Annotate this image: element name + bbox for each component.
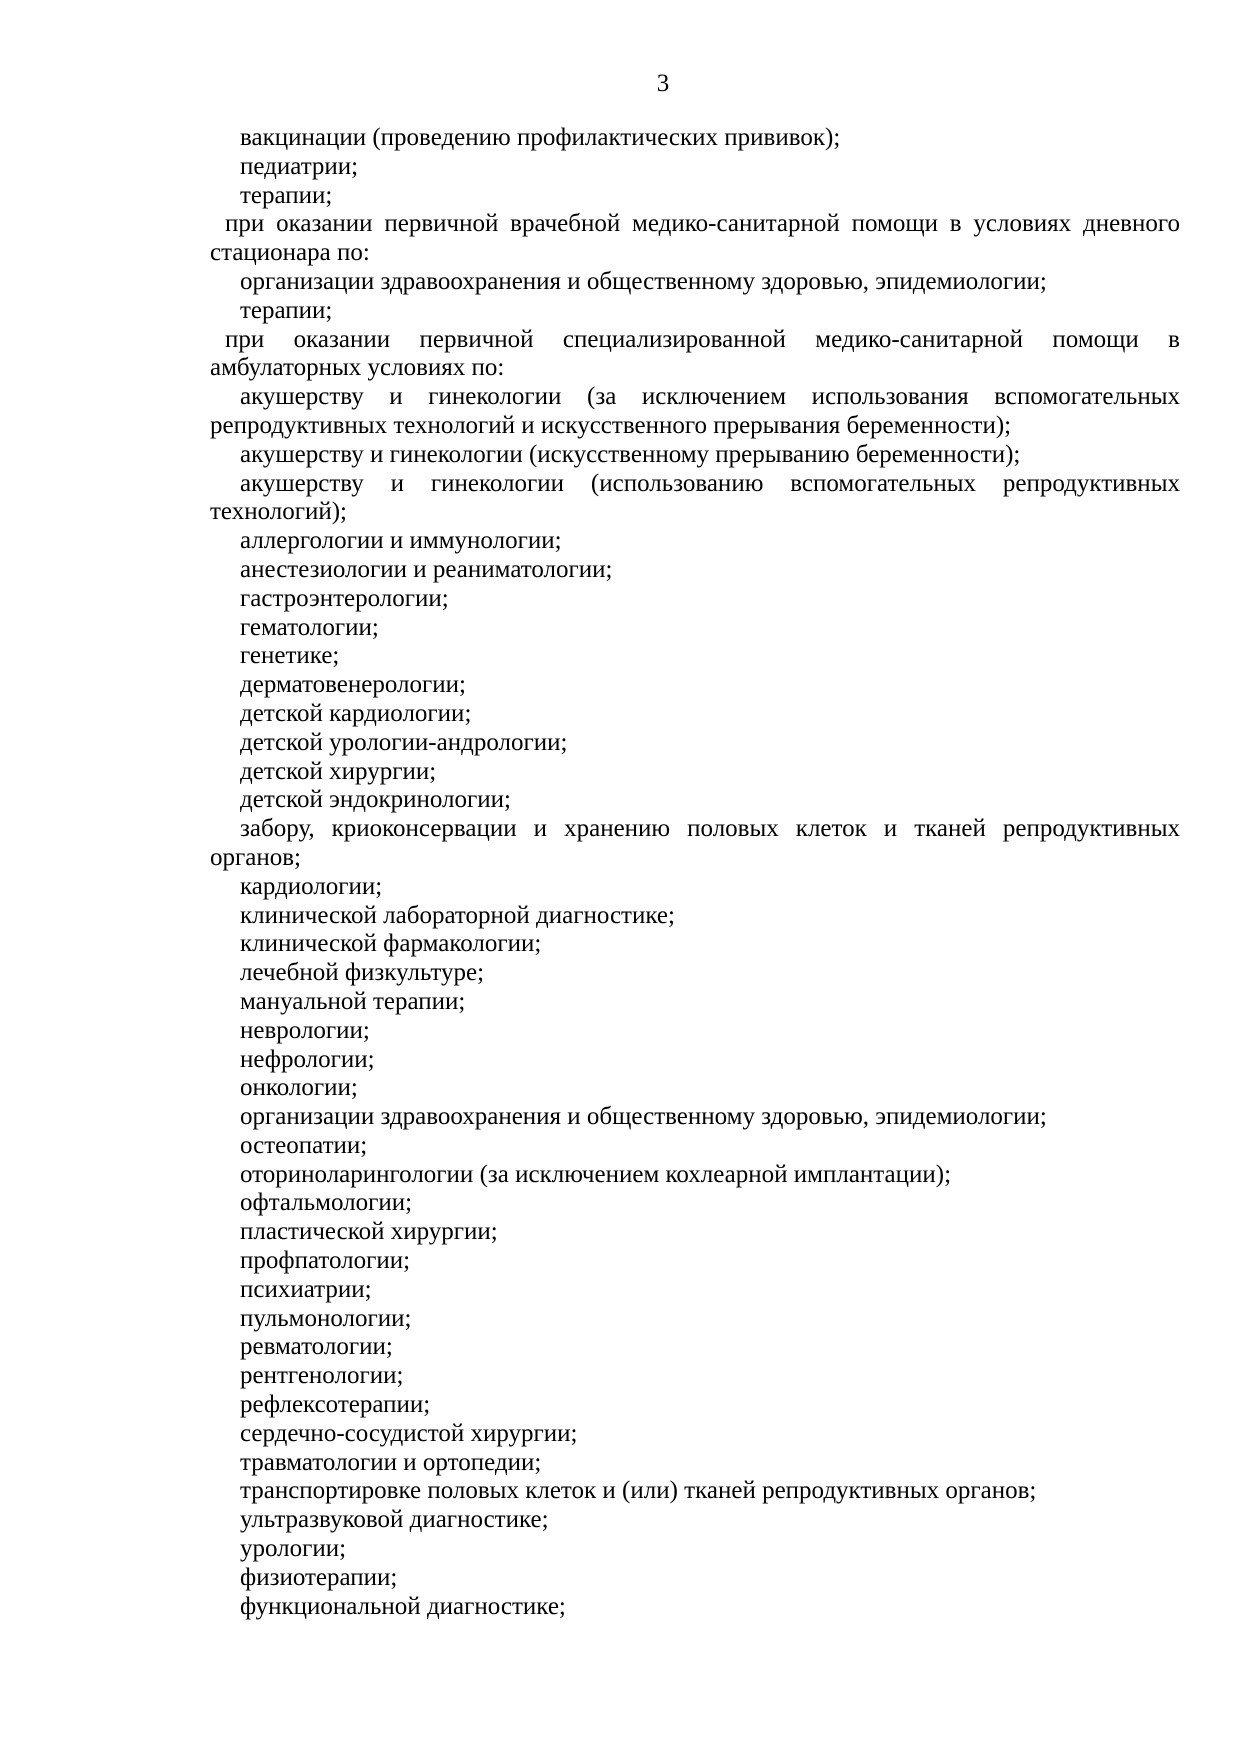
- text-line: генетике;: [240, 642, 340, 670]
- text-line: акушерству и гинекологии (за исключением использования вспомогательных: [240, 383, 1180, 411]
- text-line: акушерству и гинекологии (искусственному прерыванию беременности);: [240, 440, 1021, 468]
- text-line: амбулаторных условиях по:: [210, 354, 505, 382]
- text-line: транспортировке половых клеток и (или) тканей репродуктивных органов;: [240, 1477, 1037, 1505]
- text-line: дерматовенерологии;: [240, 671, 466, 699]
- text-line: мануальной терапии;: [240, 987, 466, 1015]
- text-line: гематологии;: [240, 613, 379, 641]
- text-line: педиатрии;: [240, 152, 359, 180]
- text-line: детской хирургии;: [240, 757, 437, 785]
- text-line: органов;: [210, 843, 301, 871]
- text-line: сердечно-сосудистой хирургии;: [240, 1419, 578, 1447]
- text-line: детской эндокринологии;: [240, 786, 511, 814]
- text-line: нефрологии;: [240, 1045, 375, 1073]
- text-line: ревматологии;: [240, 1333, 393, 1361]
- text-line: акушерству и гинекологии (использованию вспомогательных репродуктивных: [240, 469, 1180, 497]
- text-line: остеопатии;: [240, 1131, 368, 1159]
- text-line: рентгенологии;: [240, 1362, 404, 1390]
- text-line: лечебной физкультуре;: [240, 959, 485, 987]
- text-line: рефлексотерапии;: [240, 1391, 431, 1419]
- text-line: организации здравоохранения и общественному здоровью, эпидемиологии;: [240, 267, 1047, 295]
- text-line: детской урологии-андрологии;: [240, 728, 568, 756]
- text-line: терапии;: [240, 181, 333, 209]
- text-line: клинической фармакологии;: [240, 930, 542, 958]
- text-line: пластической хирургии;: [240, 1218, 498, 1246]
- text-line: вакцинации (проведению профилактических прививок);: [240, 124, 841, 151]
- text-line: при оказании первичной специализированной медико-санитарной помощи в: [225, 325, 1180, 353]
- text-line: гастроэнтерологии;: [240, 584, 449, 612]
- text-line: при оказании первичной врачебной медико-санитарной помощи в условиях дневного: [225, 210, 1180, 238]
- text-line: детской кардиологии;: [240, 699, 472, 727]
- text-line: физиотерапии;: [240, 1563, 398, 1591]
- text-line: аллергологии и иммунологии;: [240, 527, 562, 555]
- text-line: репродуктивных технологий и искусственного прерывания беременности);: [210, 411, 1012, 439]
- text-line: кардиологии;: [240, 872, 383, 900]
- text-line: ультразвуковой диагностике;: [240, 1506, 549, 1534]
- text-line: функциональной диагностике;: [240, 1592, 566, 1620]
- text-line: пульмонологии;: [240, 1304, 412, 1332]
- text-line: организации здравоохранения и общественному здоровью, эпидемиологии;: [240, 1103, 1047, 1131]
- text-line: травматологии и ортопедии;: [240, 1448, 542, 1476]
- text-line: профпатологии;: [240, 1247, 411, 1275]
- text-line: технологий);: [210, 498, 347, 526]
- text-line: стационара по:: [210, 239, 370, 267]
- page-number: 3: [656, 70, 670, 97]
- text-line: онкологии;: [240, 1074, 358, 1102]
- text-line: урологии;: [240, 1535, 347, 1563]
- text-line: клинической лабораторной диагностике;: [240, 901, 675, 929]
- document-body: [210, 124, 1180, 1621]
- text-line: терапии;: [240, 296, 333, 324]
- text-line: офтальмологии;: [240, 1189, 413, 1217]
- text-line: оториноларингологии (за исключением кохлеарной имплантации);: [240, 1160, 952, 1188]
- text-line: забору, криоконсервации и хранению половых клеток и тканей репродуктивных: [240, 815, 1180, 843]
- text-line: психиатрии;: [240, 1275, 372, 1303]
- text-line: неврологии;: [240, 1016, 370, 1044]
- text-line: анестезиологии и реаниматологии;: [240, 555, 613, 583]
